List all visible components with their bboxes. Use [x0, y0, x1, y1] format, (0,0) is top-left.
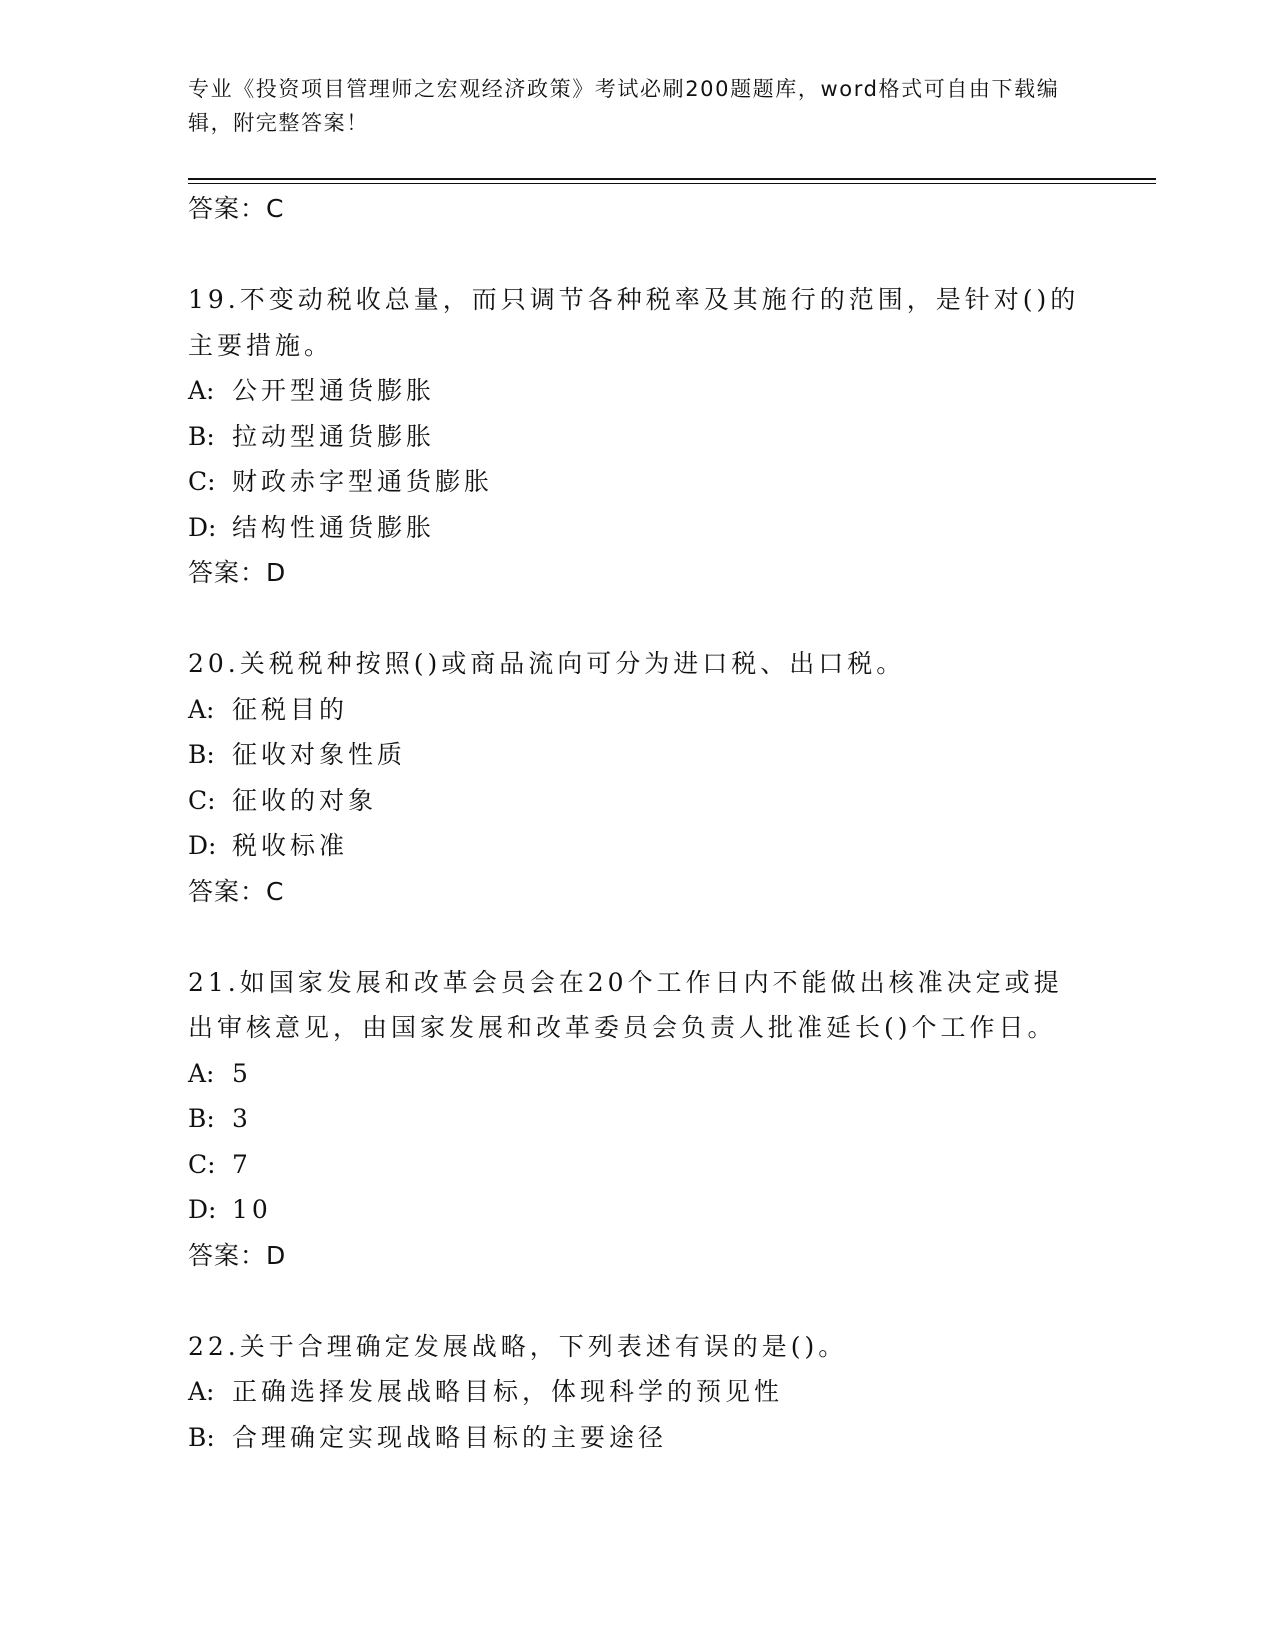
option-b	[188, 1096, 1088, 1142]
option-b	[188, 732, 1088, 778]
spacer	[188, 595, 1088, 641]
answer: 答案：C	[188, 876, 285, 906]
option-text: 正确选择发展战略目标，体现科学的预见性	[232, 1377, 784, 1406]
question-20	[188, 641, 1088, 914]
question-text: 19.不变动税收总量，而只调节各种税率及其施行的范围，是针对()的主要措施。	[188, 285, 1080, 360]
question-22	[188, 1324, 1088, 1461]
option-text: 征收对象性质	[232, 740, 407, 769]
question-text: 21.如国家发展和改革会员会在20个工作日内不能做出核准决定或提出审核意见，由国家发展和改革委员会负责人批准延长()个工作日。	[188, 967, 1063, 1042]
option-text: 7	[232, 1149, 252, 1179]
option-a	[188, 1051, 1088, 1097]
document-body	[188, 186, 1088, 1460]
option-c	[188, 778, 1088, 824]
option-letter: B:	[188, 1422, 215, 1452]
question-text: 20.关税税种按照()或商品流向可分为进口税、出口税。	[188, 649, 906, 678]
option-text: 公开型通货膨胀	[232, 376, 436, 405]
option-b	[188, 414, 1088, 460]
option-text: 合理确定实现战略目标的主要途径	[232, 1422, 668, 1452]
option-a	[188, 1369, 1088, 1415]
option-text: 拉动型通货膨胀	[232, 421, 436, 451]
option-letter: A:	[188, 1377, 215, 1406]
option-letter: A:	[188, 694, 215, 724]
option-letter: A:	[188, 376, 215, 405]
option-letter: C:	[188, 785, 216, 815]
option-b	[188, 1415, 1088, 1461]
header-divider	[188, 178, 1156, 184]
document-header: 专业《投资项目管理师之宏观经济政策》考试必刷200题题库，word格式可自由下载编辑，附完整答案！	[188, 77, 1060, 135]
option-text: 征收的对象	[232, 785, 378, 815]
option-text: 结构性通货膨胀	[232, 512, 436, 542]
option-text: 10	[232, 1195, 272, 1224]
option-text: 税收标准	[232, 831, 349, 860]
option-letter: C:	[188, 1149, 216, 1179]
option-a	[188, 368, 1088, 414]
option-letter: C:	[188, 467, 216, 496]
question-21	[188, 960, 1088, 1278]
answer: 答案：D	[188, 1240, 287, 1270]
option-letter: A:	[188, 1058, 215, 1088]
option-c	[188, 1142, 1088, 1188]
spacer	[188, 914, 1088, 960]
option-a	[188, 687, 1088, 733]
option-letter: B:	[188, 1104, 215, 1133]
option-text: 5	[232, 1058, 252, 1088]
option-text: 财政赤字型通货膨胀	[232, 467, 494, 496]
option-letter: B:	[188, 740, 215, 769]
option-d	[188, 1187, 1088, 1233]
option-c	[188, 459, 1088, 505]
option-letter: D:	[188, 1195, 217, 1224]
answer: 答案：D	[188, 558, 287, 587]
option-text: 征税目的	[232, 694, 349, 724]
option-text: 3	[232, 1104, 252, 1133]
option-d	[188, 823, 1088, 869]
question-19	[188, 277, 1088, 595]
option-d	[188, 505, 1088, 551]
spacer	[188, 1278, 1088, 1324]
option-letter: B:	[188, 421, 215, 451]
option-letter: D:	[188, 512, 217, 542]
option-letter: D:	[188, 831, 217, 860]
previous-answer: 答案：C	[188, 194, 285, 223]
spacer	[188, 231, 1088, 277]
question-text: 22.关于合理确定发展战略，下列表述有误的是()。	[188, 1331, 848, 1361]
